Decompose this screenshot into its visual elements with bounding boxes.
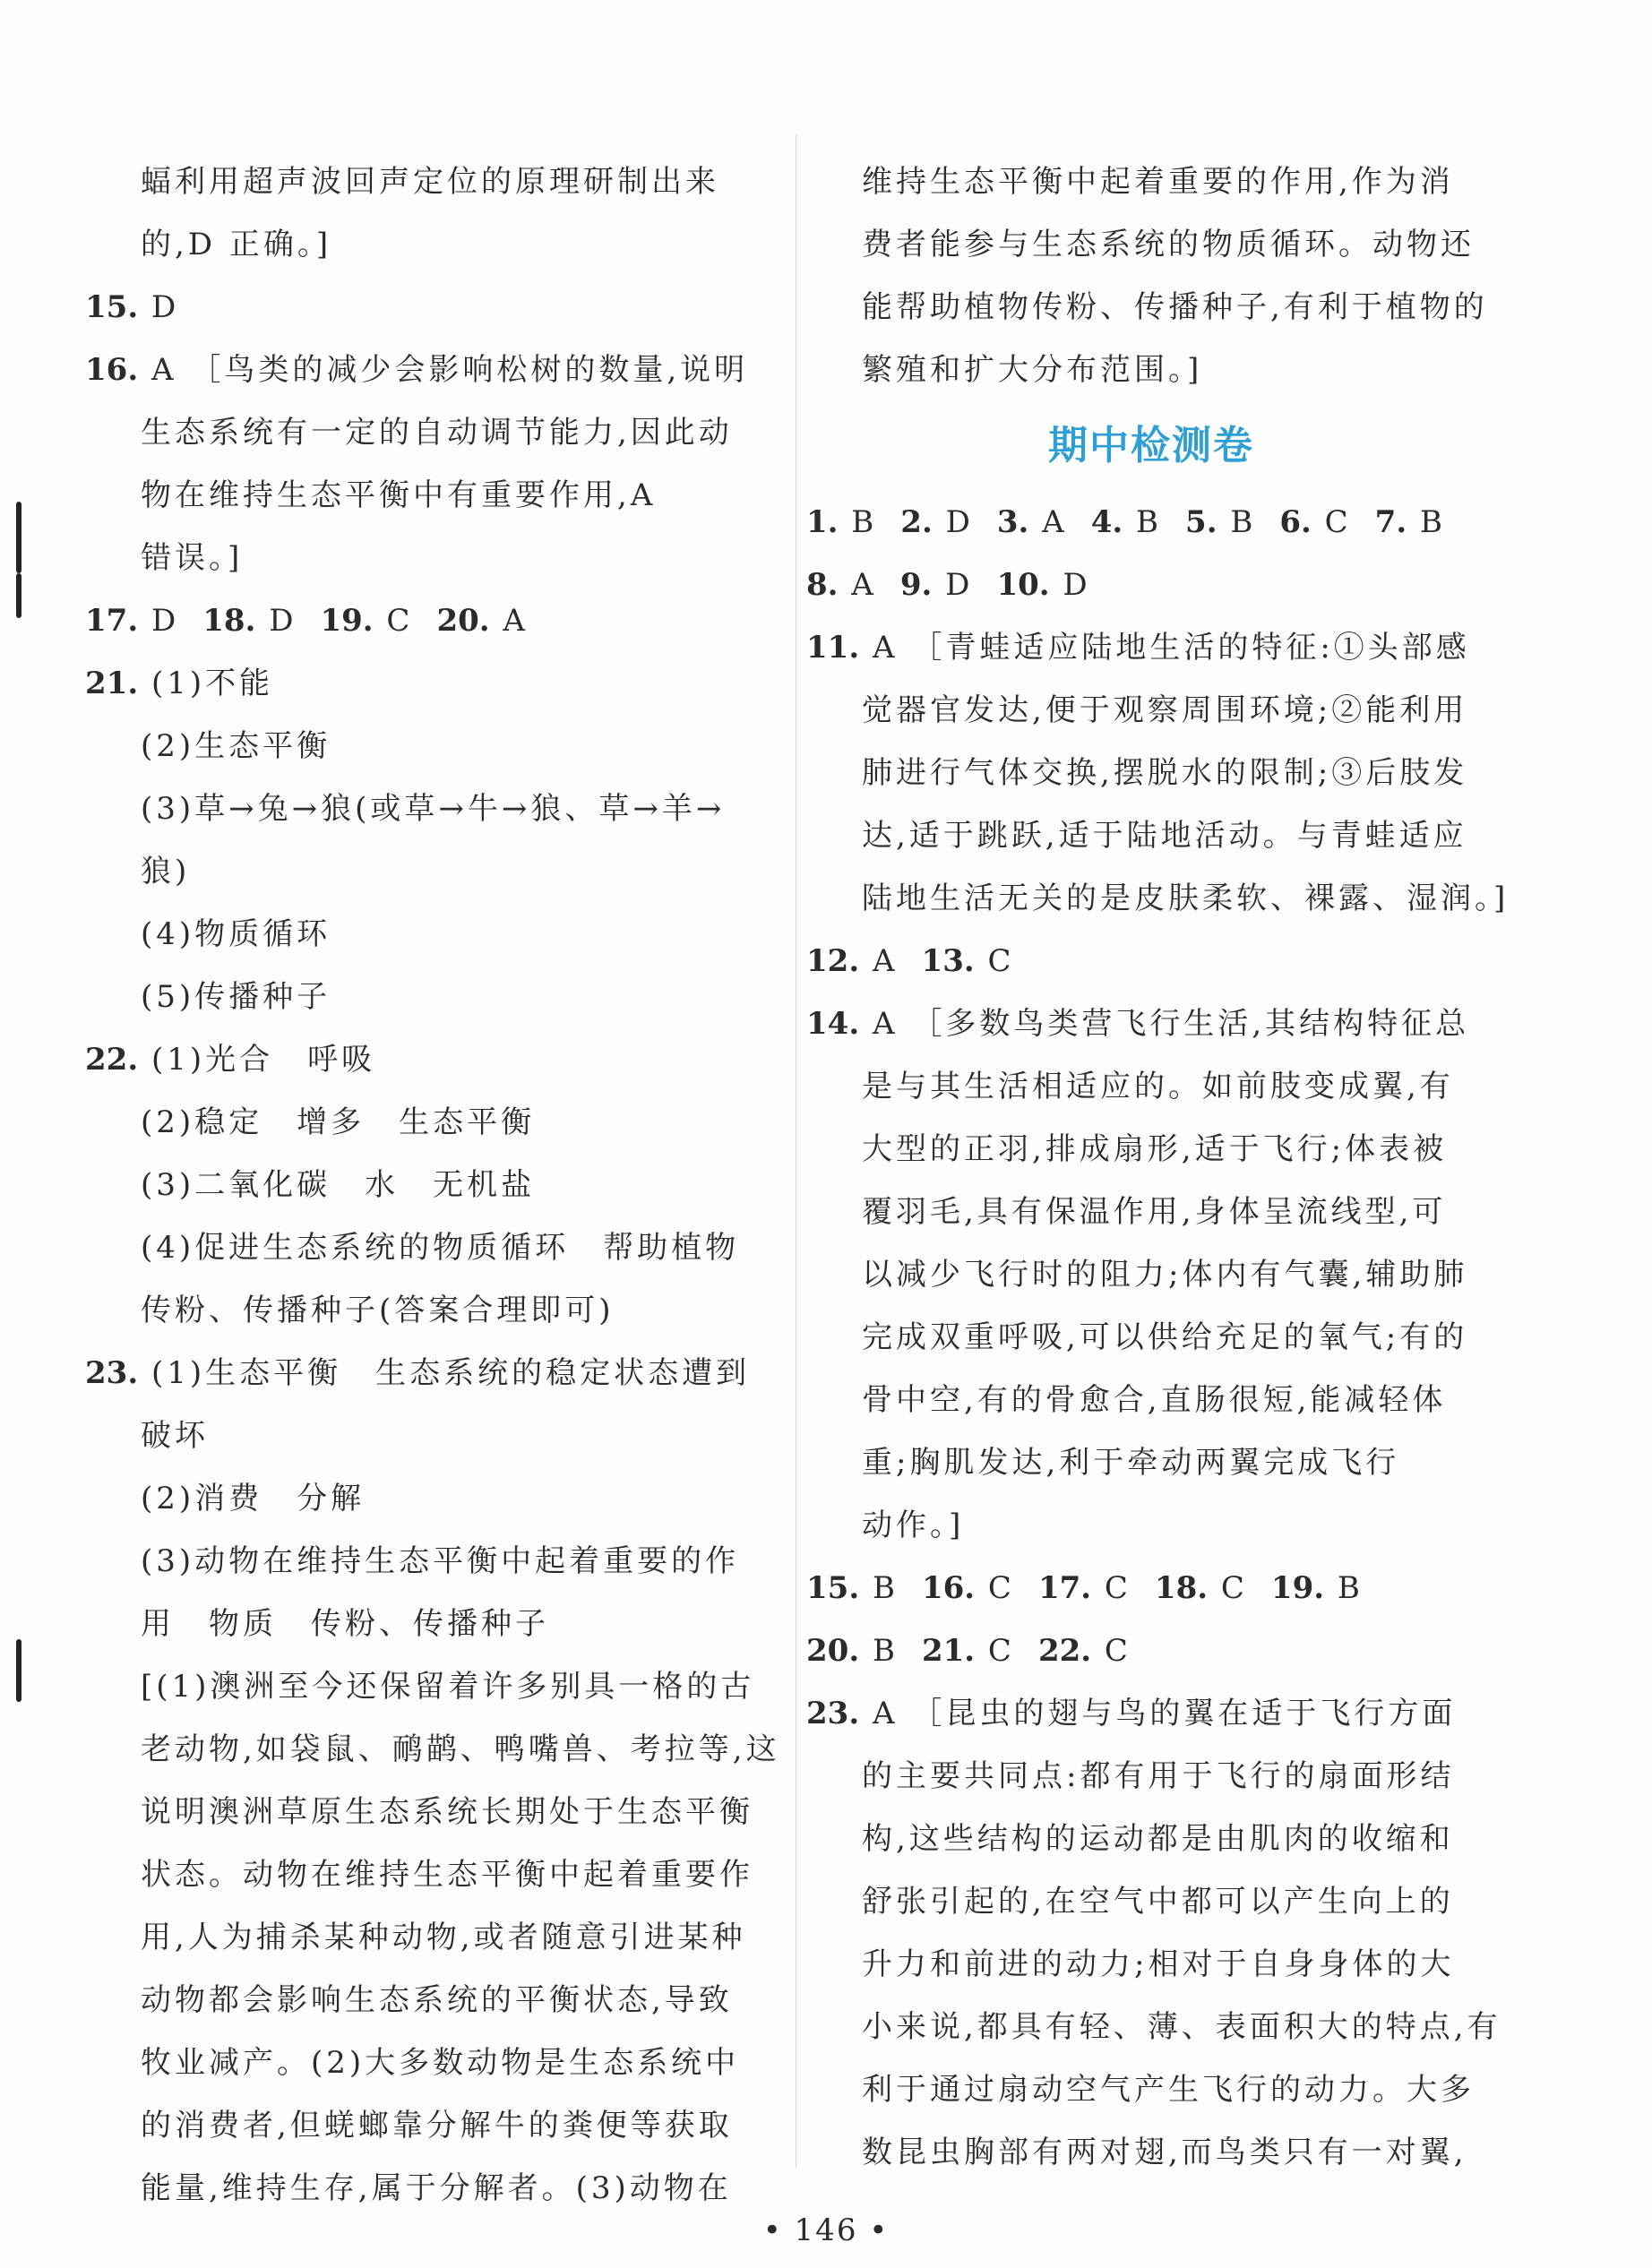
answer-text: 能帮助植物传粉、传播种子,有利于植物的 <box>862 289 1488 325</box>
text-line <box>806 554 1496 616</box>
answer-choice: C <box>975 1633 1015 1669</box>
answer-text: 蝠利用超声波回声定位的原理研制出来 <box>141 164 719 200</box>
answer-text: 的消费者,但蜣螂靠分解牛的粪便等获取 <box>141 2108 733 2143</box>
question-number: 19. <box>1270 1570 1325 1606</box>
text-line <box>85 276 766 339</box>
text-line <box>85 2157 766 2220</box>
text-line <box>85 966 766 1028</box>
answer-text: 老动物,如袋鼠、鸸鹋、鸭嘴兽、考拉等,这 <box>141 1731 780 1767</box>
answer-text: 利于通过扇动空气产生飞行的动力。大多 <box>862 2072 1475 2108</box>
text-line <box>85 777 766 840</box>
answer-text: 破坏 <box>141 1418 209 1454</box>
answer-choice: C <box>974 943 1015 979</box>
text-line <box>806 1181 1496 1243</box>
question-number: 15. <box>806 1570 860 1606</box>
text-line <box>85 464 766 527</box>
answer-text: (2)消费 分解 <box>141 1481 366 1516</box>
answer-text: 繁殖和扩大分布范围。] <box>862 352 1203 388</box>
text-line <box>85 715 766 777</box>
text-line <box>85 1091 766 1154</box>
text-line <box>806 1745 1496 1808</box>
text-line <box>806 1808 1496 1870</box>
answer-text: 狼) <box>141 854 191 889</box>
answer-choice: B <box>838 504 878 540</box>
question-number: 4. <box>1090 504 1123 540</box>
question-number: 5. <box>1185 504 1217 540</box>
answer-choice: A <box>838 567 877 603</box>
text-line <box>806 930 1496 992</box>
text-line <box>806 679 1496 742</box>
answer-text: 动作。] <box>862 1508 965 1543</box>
question-number: 18. <box>202 603 256 639</box>
question-number: 19. <box>320 603 374 639</box>
answer-text: 覆羽毛,具有保温作用,身体呈流线型,可 <box>862 1194 1447 1230</box>
answer-choice: C <box>1311 504 1352 540</box>
question-number: 20. <box>806 1633 860 1669</box>
text-line <box>85 589 766 652</box>
text-line <box>85 840 766 903</box>
answer-text: (3)草→兔→狼(或草→牛→狼、草→羊→ <box>141 791 726 827</box>
answer-text: A ［多数鸟类营飞行生活,其结构特征总 <box>859 1006 1470 1042</box>
answer-choice: B <box>1217 504 1257 540</box>
answer-choice: C <box>373 603 414 639</box>
answer-text: 能量,维持生存,属于分解者。(3)动物在 <box>141 2170 732 2206</box>
question-number: 9. <box>899 567 933 603</box>
answer-text: (2)生态平衡 <box>141 728 331 764</box>
text-line <box>806 992 1496 1055</box>
answer-text: (2)稳定 增多 生态平衡 <box>141 1104 536 1140</box>
question-number: 8. <box>806 567 839 603</box>
question-number: 15. <box>85 289 139 325</box>
text-line <box>806 804 1496 867</box>
answer-text: 构,这些结构的运动都是由肌肉的收缩和 <box>862 1821 1454 1857</box>
text-line <box>806 1933 1496 1996</box>
answer-text: 肺进行气体交换,摆脱水的限制;③后肢发 <box>862 755 1468 791</box>
answer-choice: C <box>975 1570 1015 1606</box>
text-line <box>806 1870 1496 1933</box>
text-line <box>806 1431 1496 1494</box>
question-number: 13. <box>921 943 975 979</box>
answer-text: 的主要共同点:都有用于飞行的扇面形结 <box>862 1758 1455 1794</box>
answer-text: 完成双重呼吸,可以供给充足的氧气;有的 <box>862 1319 1468 1355</box>
text-line <box>806 742 1496 804</box>
question-number: 3. <box>996 504 1029 540</box>
text-line <box>85 1906 766 1969</box>
text-line <box>806 1055 1496 1118</box>
answer-text: 升力和前进的动力;相对于自身身体的大 <box>862 1946 1455 1982</box>
text-line <box>85 1216 766 1279</box>
answer-text: 错误。] <box>141 540 244 576</box>
question-number: 16. <box>921 1570 976 1606</box>
text-line <box>85 1467 766 1530</box>
answer-choice: B <box>859 1570 899 1606</box>
answer-text: 传粉、传播种子(答案合理即可) <box>141 1293 615 1328</box>
question-number: 6. <box>1279 504 1312 540</box>
text-line <box>85 339 766 401</box>
answer-text: 小来说,都具有轻、薄、表面积大的特点,有 <box>862 2009 1501 2045</box>
answer-text: 费者能参与生态系统的物质循环。动物还 <box>862 227 1475 262</box>
question-number: 17. <box>85 603 139 639</box>
question-number: 12. <box>806 943 860 979</box>
text-line <box>85 1781 766 1843</box>
text-line <box>806 150 1496 213</box>
answer-choice: B <box>1324 1570 1364 1606</box>
text-line <box>85 527 766 589</box>
answer-text: (4)物质循环 <box>141 916 331 952</box>
text-line <box>806 213 1496 276</box>
answer-text: 用 物质 传粉、传播种子 <box>141 1606 549 1642</box>
answer-text: 用,人为捕杀某种动物,或者随意引进某种 <box>141 1920 746 1955</box>
answer-text: 动物都会影响生态系统的平衡状态,导致 <box>141 1982 733 2018</box>
text-line <box>85 2094 766 2157</box>
question-number: 21. <box>85 666 139 701</box>
text-line <box>806 491 1496 554</box>
answer-text: (1)光合 呼吸 <box>138 1042 376 1078</box>
answer-text: A ［昆虫的翅与鸟的翼在适于飞行方面 <box>859 1696 1457 1731</box>
answer-text: 重;胸肌发达,利于牵动两翼完成飞行 <box>862 1445 1400 1481</box>
answer-text: (3)动物在维持生态平衡中起着重要的作 <box>141 1543 740 1579</box>
answer-choice: D <box>932 567 974 603</box>
answer-text: (1)生态平衡 生态系统的稳定状态遭到 <box>138 1355 751 1391</box>
question-number: 11. <box>806 630 860 666</box>
answer-text: 生态系统有一定的自动调节能力,因此动 <box>141 415 733 451</box>
text-line <box>806 276 1496 339</box>
text-line <box>85 1154 766 1216</box>
answer-text: (3)二氧化碳 水 无机盐 <box>141 1167 536 1203</box>
text-line <box>85 1279 766 1342</box>
question-number: 17. <box>1037 1570 1092 1606</box>
text-line <box>85 2032 766 2094</box>
text-line <box>85 1028 766 1091</box>
answer-text: 陆地生活无关的是皮肤柔软、裸露、湿润。] <box>862 881 1510 916</box>
answer-choice: B <box>1407 504 1446 540</box>
answer-text: 以减少飞行时的阻力;体内有气囊,辅助肺 <box>862 1257 1468 1293</box>
text-line <box>806 1494 1496 1557</box>
text-line <box>85 1718 780 1781</box>
binding-mark <box>16 1639 22 1702</box>
answer-text: [(1)澳洲至今还保留着许多别具一格的古 <box>141 1669 755 1705</box>
question-number: 22. <box>1037 1633 1092 1669</box>
text-line <box>85 213 766 276</box>
text-line <box>806 2121 1496 2184</box>
question-number: 20. <box>436 603 490 639</box>
question-number: 2. <box>900 504 933 540</box>
question-number: 16. <box>85 352 139 388</box>
answer-choice: D <box>138 603 180 639</box>
section-heading: 期中检测卷 <box>1048 423 1254 468</box>
text-line <box>806 1369 1496 1431</box>
answer-text: 大型的正羽,排成扇形,适于飞行;体表被 <box>862 1131 1448 1167</box>
answer-text: 数昆虫胸部有两对翅,而鸟类只有一对翼, <box>862 2135 1467 2170</box>
text-line <box>806 1118 1496 1181</box>
answer-choice: B <box>1123 504 1163 540</box>
question-number: 23. <box>85 1355 139 1391</box>
text-line <box>806 1996 1501 2058</box>
text-line <box>85 652 766 715</box>
text-line <box>85 1405 766 1467</box>
answer-text: (4)促进生态系统的物质循环 帮助植物 <box>141 1230 740 1266</box>
text-line <box>85 1593 766 1655</box>
answer-text: (1)不能 <box>138 666 274 701</box>
answer-text: 维持生态平衡中起着重要的作用,作为消 <box>862 164 1454 200</box>
answer-text: 说明澳洲草原生态系统长期处于生态平衡 <box>141 1794 753 1830</box>
text-line <box>85 1969 766 2032</box>
text-line <box>806 1557 1496 1619</box>
answer-choice: A <box>1028 504 1068 540</box>
answer-choice: A <box>489 603 529 639</box>
text-line <box>806 1619 1496 1682</box>
answer-text: 状态。动物在维持生态平衡中起着重要作 <box>141 1857 753 1893</box>
answer-text: A ［青蛙适应陆地生活的特征:①头部感 <box>859 630 1470 666</box>
text-line <box>806 1243 1496 1306</box>
answer-text: 觉器官发达,便于观察周围环境;②能利用 <box>862 692 1468 728</box>
answer-choice: C <box>1208 1570 1248 1606</box>
text-line <box>806 339 1496 401</box>
answer-choice: D <box>932 504 974 540</box>
answer-text: 骨中空,有的骨愈合,直肠很短,能减轻体 <box>862 1382 1447 1418</box>
answer-text: A ［鸟类的减少会影响松树的数量,说明 <box>138 352 749 388</box>
question-number: 14. <box>806 1006 860 1042</box>
question-number: 10. <box>996 567 1050 603</box>
text-line <box>85 1843 766 1906</box>
page-number: • 146 • <box>762 2212 890 2248</box>
text-line <box>85 1655 766 1718</box>
text-line <box>806 2058 1496 2121</box>
left-column <box>85 150 780 2220</box>
answer-text: 达,适于跳跃,适于陆地活动。与青蛙适应 <box>862 818 1467 854</box>
text-line <box>85 1530 766 1593</box>
question-number: 7. <box>1374 504 1407 540</box>
text-line <box>85 150 766 213</box>
text-line <box>806 1306 1496 1369</box>
question-number: 21. <box>921 1633 976 1669</box>
answer-text: 的,D 正确。] <box>141 227 332 262</box>
answer-choice: A <box>859 943 899 979</box>
answer-choice: B <box>859 1633 899 1669</box>
answer-text: (5)传播种子 <box>141 979 331 1015</box>
answer-choice: C <box>1091 1633 1131 1669</box>
answer-text: 物在维持生态平衡中有重要作用,A <box>141 477 657 513</box>
text-line <box>85 401 766 464</box>
answer-choice: D <box>255 603 297 639</box>
answer-choice: D <box>138 289 180 325</box>
text-line <box>806 616 1496 679</box>
question-number: 18. <box>1154 1570 1209 1606</box>
text-line <box>85 903 766 966</box>
text-line <box>85 1342 766 1405</box>
text-line <box>806 1682 1496 1745</box>
binding-mark <box>16 502 22 573</box>
answer-choice: C <box>1091 1570 1131 1606</box>
answer-text: 是与其生活相适应的。如前肢变成翼,有 <box>862 1069 1454 1104</box>
binding-mark <box>16 573 22 618</box>
question-number: 22. <box>85 1042 139 1078</box>
text-line <box>806 867 1510 930</box>
answer-text: 牧业减产。(2)大多数动物是生态系统中 <box>141 2045 740 2081</box>
right-column <box>806 150 1510 2184</box>
answer-text: 舒张引起的,在空气中都可以产生向上的 <box>862 1884 1454 1920</box>
question-number: 1. <box>806 504 839 540</box>
answer-choice: D <box>1049 567 1091 603</box>
question-number: 23. <box>806 1696 860 1731</box>
